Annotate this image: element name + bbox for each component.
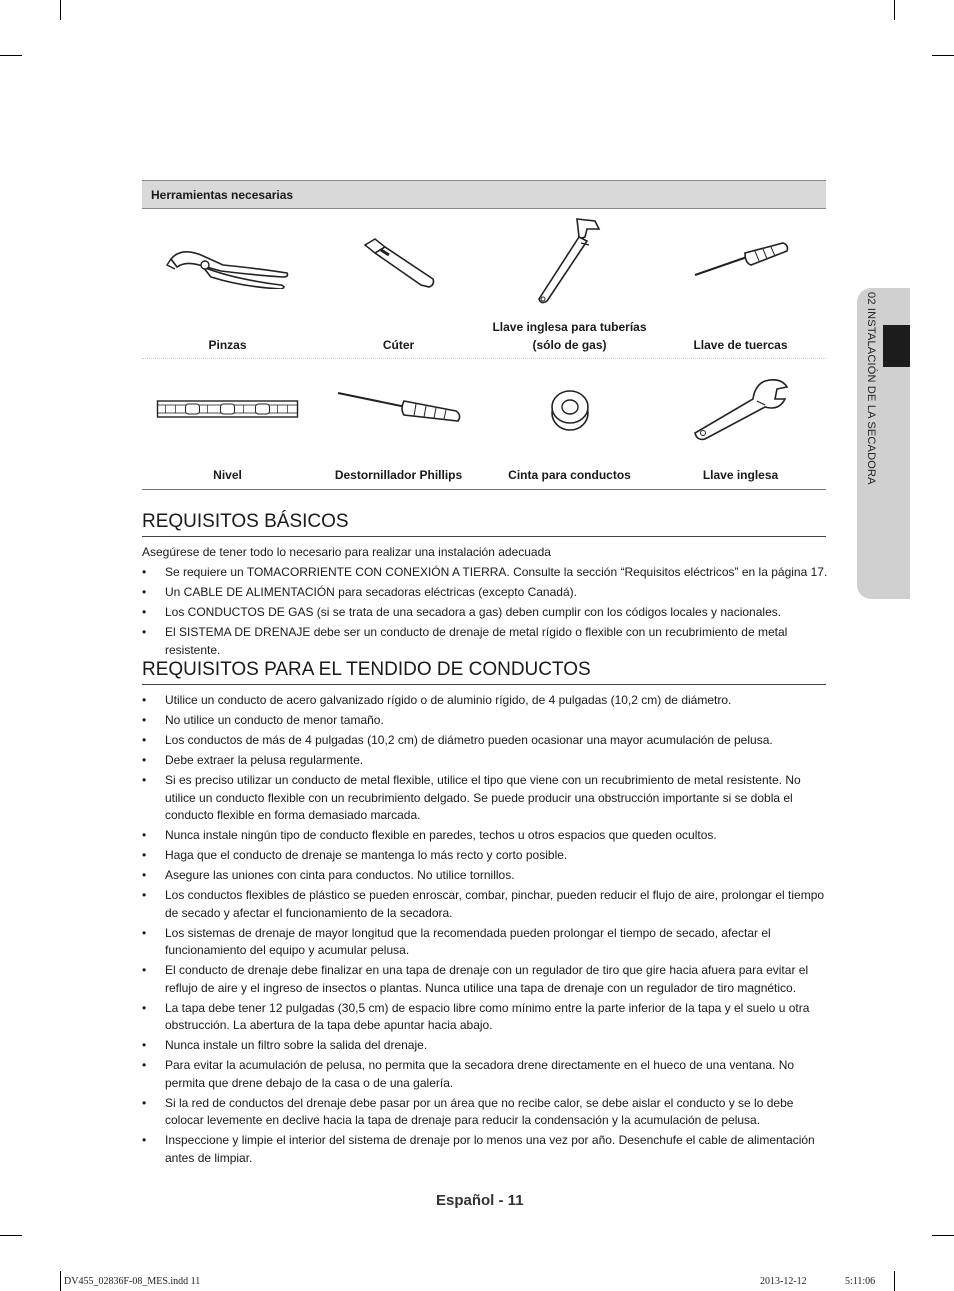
ducting-requirements-list [142, 692, 828, 1170]
page-number: Español - 11 [436, 1192, 524, 1209]
crop-mark [932, 55, 954, 56]
list-item: • Debe extraer la pelusa regularmente. [142, 752, 828, 770]
tool-cell-level [142, 359, 313, 489]
list-item: • Los CONDUCTOS DE GAS (si se trata de una secadora a gas) deben cumplir con los códigos locales y nacionales. [142, 604, 828, 622]
list-item: • Un CABLE DE ALIMENTACIÓN para secadoras eléctricas (excepto Canadá). [142, 584, 828, 602]
nut-driver-icon [691, 241, 791, 281]
list-item: • Asegure las uniones con cinta para conductos. No utilice tornillos. [142, 867, 828, 885]
tool-label [484, 318, 655, 354]
list-item-text: 17. [807, 565, 828, 579]
tools-row [142, 209, 826, 359]
crop-mark [932, 1235, 954, 1236]
list-item: • Nunca instale un filtro sobre la salida del drenaje. [142, 1037, 828, 1055]
tools-table-header: Herramientas necesarias [142, 180, 826, 209]
tools-table [142, 180, 826, 490]
crop-mark [60, 1271, 61, 1291]
chapter-tab-marker [883, 325, 910, 367]
list-item-text: Se requiere un TOMACORRIENTE CON CONEXIÓN A TIERRA. Consulte la sección “ [165, 565, 625, 579]
section-title-basic: REQUISITOS BÁSICOS [142, 510, 826, 537]
list-item [142, 564, 828, 582]
imprint-date: 2013-12-12 [760, 1276, 807, 1287]
section-title-ducting: REQUISITOS PARA EL TENDIDO DE CONDUCTOS [142, 658, 826, 685]
imprint-filename: DV455_02836F-08_MES.indd 11 [64, 1276, 201, 1287]
level-icon [155, 397, 300, 423]
tools-row [142, 359, 826, 490]
tool-label: Llave inglesa [702, 468, 779, 482]
tool-label: Destornillador Phillips [334, 468, 463, 482]
pliers-icon [163, 239, 293, 289]
tool-cell-box-cutter [313, 209, 484, 358]
tool-cell-pliers [142, 209, 313, 358]
tool-cell-pipe-wrench [484, 209, 655, 358]
tool-cell-nut-driver [655, 209, 826, 358]
tool-cell-phillips-screwdriver [313, 359, 484, 489]
list-item: • Para evitar la acumulación de pelusa, no permita que la secadora drene directamente en el hueco de una ventana. No permita que drene debajo de la casa o de una galería. [142, 1057, 828, 1092]
chapter-tab-label: 02 INSTALACIÓN DE LA SECADORA [865, 292, 877, 485]
list-item: • El SISTEMA DE DRENAJE debe ser un conducto de drenaje de metal rígido o flexible con un recubrimiento de metal resistente. [142, 624, 828, 659]
list-item: • Los conductos de más de 4 pulgadas (10,2 cm) de diámetro pueden ocasionar una mayor acumulación de pelusa. [142, 732, 828, 750]
pipe-wrench-icon [535, 215, 605, 307]
tool-cell-adjustable-wrench [655, 359, 826, 489]
tool-label: Cinta para conductos [508, 468, 631, 482]
list-item: • Nunca instale ningún tipo de conducto flexible en paredes, techos u otros espacios que queden ocultos. [142, 827, 828, 845]
tool-label: Pinzas [208, 338, 247, 352]
list-item: • Inspeccione y limpie el interior del sistema de drenaje por lo menos una vez por año. Desenchufe el cable de alimentación antes de limpiar. [142, 1132, 828, 1167]
tool-cell-duct-tape [484, 359, 655, 489]
crop-mark [0, 1235, 22, 1236]
crop-mark [0, 55, 22, 56]
tool-label: Cúter [382, 338, 415, 352]
tool-label-line: (sólo de gas) [532, 338, 607, 352]
list-item: • La tapa debe tener 12 pulgadas (30,5 cm) de espacio libre como mínimo entre la parte inferior de la tapa y el suelo u otra obstrucción. La abertura de la tapa debe apuntar hacia abajo. [142, 1000, 828, 1035]
adjustable-wrench-icon [691, 377, 791, 443]
list-item: • Utilice un conducto de acero galvanizado rígido o de aluminio rígido, de 4 pulgadas (10,2 cm) de diámetro. [142, 692, 828, 710]
list-item: • Los conductos flexibles de plástico se pueden enroscar, combar, pinchar, pueden reducir el flujo de aire, prolongar el tiempo de secado y afectar el funcionamiento de la secadora. [142, 887, 828, 922]
list-item: • Los sistemas de drenaje de mayor longitud que la recomendada pueden prolongar el tiempo de secado, afectar el funcionamiento del equipo y acumular pelusa. [142, 925, 828, 960]
basic-intro: Asegúrese de tener todo lo necesario para realizar una instalación adecuada [142, 545, 551, 559]
basic-requirements-list [142, 564, 828, 662]
box-cutter-icon [359, 233, 439, 293]
tool-label: Llave de tuercas [693, 338, 788, 352]
list-item: • Si es preciso utilizar un conducto de metal flexible, utilice el tipo que viene con un recubrimiento de metal resistente. No utilice un conducto flexible con un recubrimiento delgado. Se puede producir una obstrucción importante si se dobla el conducto flexible en forma demasiado marcada. [142, 772, 828, 825]
list-item: • No utilice un conducto de menor tamaño. [142, 712, 828, 730]
tool-label: Nivel [213, 468, 242, 482]
duct-tape-icon [548, 387, 592, 433]
list-item: • El conducto de drenaje debe finalizar en una tapa de drenaje con un regulador de tiro que gire hacia afuera para evitar el reflujo de aire y el ingreso de insectos o plantas. Nunca utilice una tapa de drenaje con un regulador de tiro magnético. [142, 962, 828, 997]
crop-mark [60, 0, 61, 20]
electrical-requirements-link[interactable]: Requisitos eléctricos” en la página [624, 565, 808, 579]
list-item: • Si la red de conductos del drenaje debe pasar por un área que no recibe calor, se debe aislar el conducto y se lo debe colocar levemente en declive hacia la tapa de drenaje para reducir la condensación y la acumulación de pelusa. [142, 1095, 828, 1130]
imprint-time: 5:11:06 [845, 1276, 876, 1287]
tool-label-line: Llave inglesa para tuberías [492, 320, 647, 334]
phillips-screwdriver-icon [334, 389, 464, 429]
list-item: • Haga que el conducto de drenaje se mantenga lo más recto y corto posible. [142, 847, 828, 865]
crop-mark [894, 1271, 895, 1291]
crop-mark [894, 0, 895, 20]
